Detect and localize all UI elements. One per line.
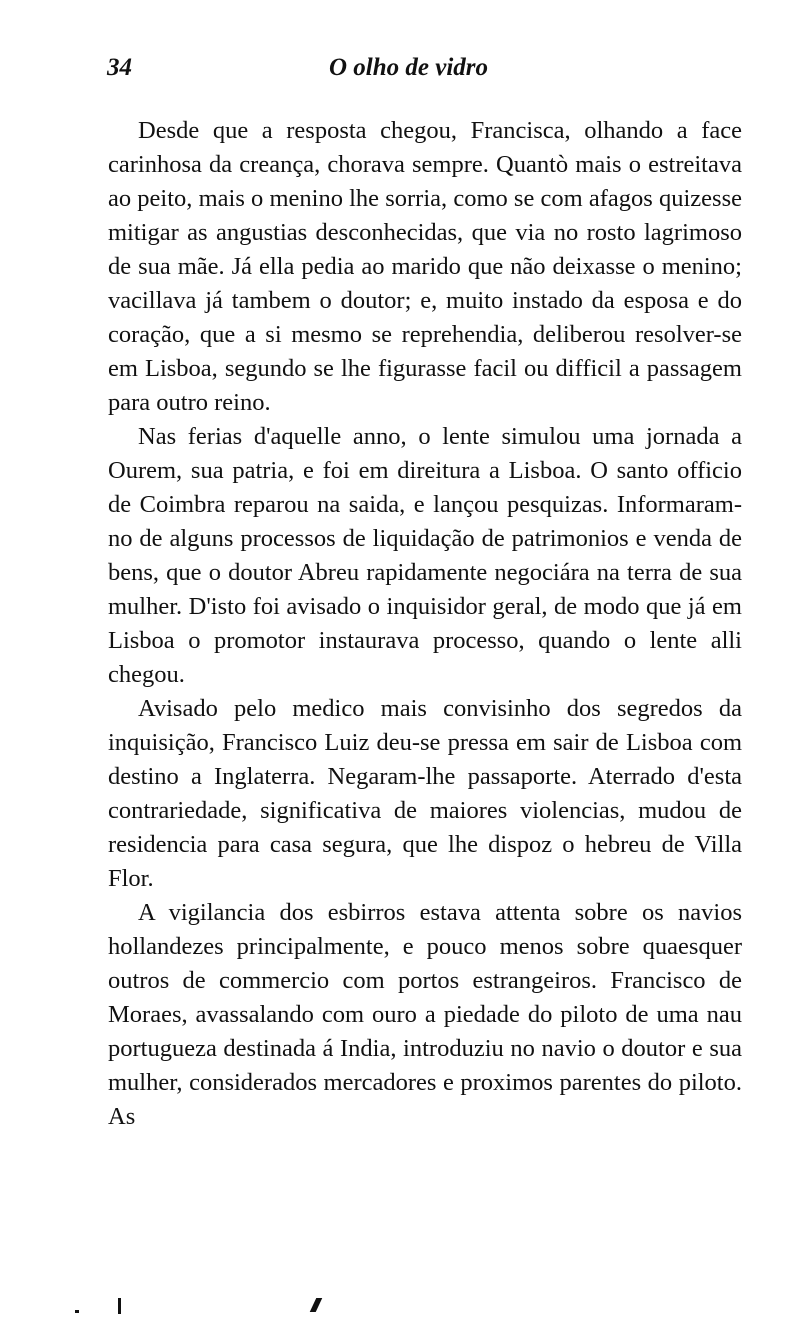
scan-artifacts [0, 1290, 800, 1320]
paragraph: Avisado pelo medico mais convisinho dos segredos da inquisição, Francisco Luiz deu-se pressa em sair de Lisboa com destino a Inglaterra. Negaram-lhe passaporte. Aterrado d'esta contrariedade, significativa de maiores violencias, mudou de residencia para casa segura, que lhe dispoz o hebreu de Villa Flor. [108, 695, 742, 892]
paragraph: Nas ferias d'aquelle anno, o lente simulou uma jornada a Ourem, sua patria, e foi em direitura a Lisboa. O santo officio de Coimbra reparou na saida, e lançou pesquizas. Informaram-no de alguns processos de liquidação de patrimonios e venda de bens, que o doutor Abreu rapidamente negociára na terra de sua mulher. D'isto foi avisado o inquisidor geral, de modo que já em Lisboa o promotor instaurava processo, quando o lente alli chegou. [108, 423, 742, 688]
ink-speck [310, 1298, 323, 1312]
ink-speck [118, 1298, 121, 1314]
ink-speck [75, 1310, 79, 1313]
running-title: O olho de vidro [329, 54, 489, 81]
page-header [0, 54, 800, 90]
body-text [108, 114, 742, 1134]
paragraph: A vigilancia dos esbirros estava attenta sobre os navios hollandezes principalmente, e pouco menos sobre quaesquer outros de commercio com portos estrangeiros. Francisco de Moraes, avassalando com ouro a piedade do piloto de uma nau portugueza destinada á India, introduziu no navio o doutor e sua mulher, considerados mercadores e proximos parentes do piloto. As [108, 899, 742, 1130]
paragraph: Desde que a resposta chegou, Francisca, olhando a face carinhosa da creança, chorava sempre. Quantò mais o estreitava ao peito, mais o menino lhe sorria, como se com afagos quizesse mitigar as angustias desconhecidas, que via no rosto lagrimoso de sua mãe. Já ella pedia ao marido que não deixasse o menino; vacillava já tambem o doutor; e, muito instado da esposa e do coração, que a si mesmo se reprehendia, deliberou resolver-se em Lisboa, segundo se lhe figurasse facil ou difficil a passagem para outro reino. [108, 117, 742, 416]
page-number: 34 [107, 54, 132, 81]
